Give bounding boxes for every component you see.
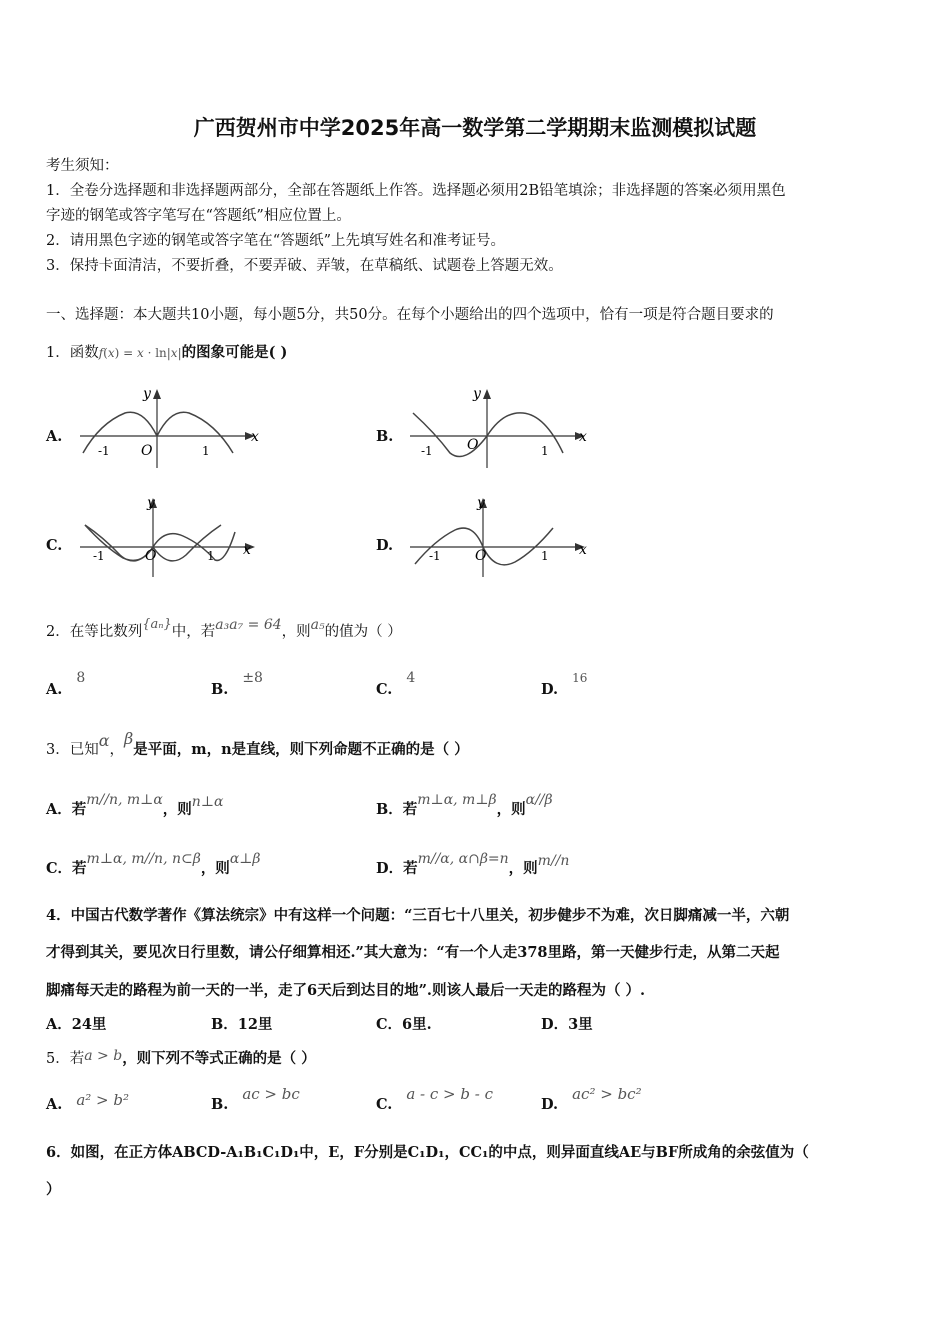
origin-label: O	[467, 437, 479, 453]
option-label: D．若	[376, 860, 418, 877]
option-value: 8	[76, 670, 86, 686]
q3-prefix: 3．已知	[46, 742, 99, 758]
question-3	[46, 729, 469, 759]
q1-option-c-label: C.	[46, 537, 63, 554]
q4-line-3: 脚痛每天走的路程为前一天的一半，走了6天后到达目的地”.则该人最后一天走的路程为（ ）.	[46, 982, 646, 999]
tick-neg-label: -1	[429, 549, 441, 563]
option-label: C.	[376, 1096, 393, 1113]
q3-alpha: α	[98, 731, 110, 750]
q6-line-2: ）	[46, 1181, 61, 1198]
option-result: α//β	[525, 792, 553, 808]
q2-option-b[interactable]	[211, 670, 263, 698]
option-then: ，则	[200, 860, 230, 877]
axis-y-label: y	[147, 495, 155, 511]
q3-text: 是平面，m，n是直线，则下列命题不正确的是（ ）	[133, 741, 469, 758]
page-title: 广西贺州市中学2025年高一数学第二学期期末监测模拟试题	[193, 116, 757, 140]
q4-option-b[interactable]: B．12里	[211, 1016, 273, 1033]
section-heading: 一、选择题：本大题共10小题，每小题5分，共50分。在每个小题给出的四个选项中，恰有一项是符合题目要求的	[46, 307, 774, 323]
q2-suffix: 的值为（ ）	[324, 624, 402, 640]
option-value: a - c > b - c	[406, 1085, 494, 1103]
option-label: C．若	[46, 860, 87, 877]
q3-option-d[interactable]	[376, 851, 570, 878]
tick-pos-label: 1	[202, 444, 210, 458]
q1-suffix: 的图象可能是( )	[181, 344, 288, 361]
option-result: α⊥β	[229, 851, 261, 867]
axis-x-label: x	[579, 542, 587, 558]
tick-neg-label: -1	[93, 549, 105, 563]
q5-option-a[interactable]	[46, 1091, 129, 1113]
q2-option-c[interactable]	[376, 670, 416, 698]
option-label: C.	[376, 681, 393, 698]
q1-graph-a[interactable]	[75, 383, 275, 473]
tick-pos-label: 1	[207, 549, 215, 563]
q2-prefix: 2．在等比数列	[46, 624, 143, 640]
q4-option-a[interactable]: A．24里	[46, 1016, 107, 1033]
option-label: A.	[46, 1096, 63, 1113]
origin-label: O	[145, 548, 157, 564]
origin-label: O	[475, 548, 487, 564]
option-label: B．若	[376, 801, 418, 818]
tick-pos-label: 1	[541, 549, 549, 563]
q5-cond: a > b	[84, 1048, 123, 1064]
q2-option-a[interactable]	[46, 670, 86, 698]
q5-option-d[interactable]	[541, 1085, 642, 1113]
option-result: n⊥α	[191, 794, 224, 810]
option-label: D.	[541, 1096, 559, 1113]
origin-label: O	[141, 443, 153, 459]
notice-item-1a: 1．全卷分选择题和非选择题两部分，全部在答题纸上作答。选择题必须用2B铅笔填涂；非选择题的答案必须用黑色	[46, 183, 786, 199]
question-1	[46, 341, 287, 362]
option-cond: m⊥α, m⊥β	[417, 792, 497, 808]
axis-y-label: y	[477, 495, 485, 511]
q1-option-a-label: A.	[46, 428, 63, 445]
tick-neg-label: -1	[98, 444, 110, 458]
q2-option-d[interactable]	[541, 671, 588, 698]
q2-mid2: ，则	[281, 624, 311, 640]
option-label: A.	[46, 681, 63, 698]
tick-neg-label: -1	[421, 444, 433, 458]
q3-option-c[interactable]	[46, 851, 261, 878]
q1-formula: 𝑓(𝑥) = 𝑥 · ln|𝑥|	[98, 346, 182, 360]
option-cond: m//α, α∩β=n	[417, 851, 509, 867]
q5-option-b[interactable]	[211, 1085, 300, 1113]
axis-x-label: x	[579, 429, 587, 445]
q4-option-c[interactable]: C．6里.	[376, 1016, 432, 1033]
q1-graph-b[interactable]	[405, 383, 605, 473]
q1-graph-d[interactable]	[405, 492, 605, 582]
q1-graph-c[interactable]	[75, 492, 275, 582]
question-2	[46, 617, 402, 641]
q1-prefix: 1．函数	[46, 345, 99, 361]
notice-item-3: 3．保持卡面清洁，不要折叠，不要弄破、弄皱，在草稿纸、试题卷上答题无效。	[46, 258, 563, 274]
option-value: 4	[406, 670, 416, 686]
option-then: ，则	[496, 801, 526, 818]
q4-line-2: 才得到其关，要见次日行里数，请公仔细算相还.”其大意为：“有一个人走378里路，第一天健步行走，从第二天起	[46, 944, 780, 961]
option-label: B.	[211, 681, 229, 698]
option-label: A．若	[46, 801, 87, 818]
q4-option-d[interactable]: D．3里	[541, 1016, 593, 1033]
q3-beta: β	[124, 729, 134, 748]
q3-option-b[interactable]	[376, 792, 553, 819]
axis-y-label: y	[143, 386, 151, 402]
option-label: B.	[211, 1096, 229, 1113]
tick-pos-label: 1	[541, 444, 549, 458]
axis-y-label: y	[473, 386, 481, 402]
option-value: a² > b²	[76, 1091, 129, 1109]
axis-x-label: x	[243, 542, 251, 558]
q5-prefix: 5．若	[46, 1051, 85, 1067]
option-cond: m//n, m⊥α	[86, 792, 163, 808]
option-value: ac² > bc²	[572, 1085, 642, 1103]
notice-item-2: 2．请用黑色字迹的钢笔或答字笔在“答题纸”上先填写姓名和准考证号。	[46, 233, 506, 249]
option-value: ac > bc	[242, 1085, 300, 1103]
q5-option-c[interactable]	[376, 1085, 494, 1113]
q3-comma: ，	[109, 742, 125, 758]
q2-target: a₅	[310, 617, 325, 633]
q3-option-a[interactable]	[46, 792, 224, 819]
q2-cond: a₃a₇ = 64	[215, 617, 282, 633]
notice-item-1b: 字迹的钢笔或答字笔写在“答题纸”相应位置上。	[46, 208, 351, 224]
option-then: ，则	[162, 801, 192, 818]
option-label: D.	[541, 681, 559, 698]
q1-option-b-label: B.	[376, 428, 394, 445]
axis-x-label: x	[251, 429, 259, 445]
q6-line-1: 6．如图，在正方体ABCD-A₁B₁C₁D₁中，E，F分别是C₁D₁，CC₁的中点，则异面直线AE与BF所成角的余弦值为（	[46, 1144, 809, 1161]
q4-line-1: 4．中国古代数学著作《算法统宗》中有这样一个问题：“三百七十八里关，初步健步不为难，次日脚痛减一半，六朝	[46, 907, 790, 924]
question-5	[46, 1047, 316, 1068]
option-then: ，则	[508, 860, 538, 877]
option-value: ±8	[242, 670, 263, 686]
option-value: 16	[572, 671, 588, 685]
q5-suffix: ，则下列不等式正确的是（ ）	[122, 1050, 316, 1067]
q2-seq: {aₙ}	[142, 617, 172, 632]
q1-option-d-label: D.	[376, 537, 394, 554]
notice-heading: 考生须知：	[46, 158, 119, 174]
option-result: m//n	[537, 853, 570, 869]
q2-mid: 中，若	[171, 624, 216, 640]
option-cond: m⊥α, m//n, n⊂β	[86, 851, 201, 867]
